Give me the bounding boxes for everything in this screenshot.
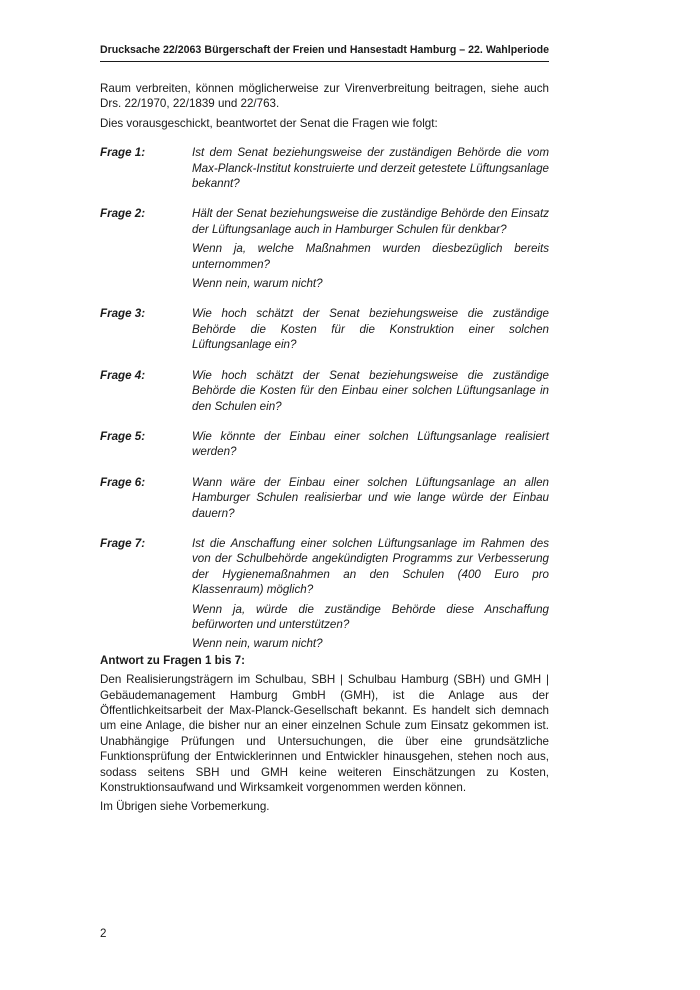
question-list xyxy=(100,145,549,652)
answer-heading: Antwort zu Fragen 1 bis 7: xyxy=(100,653,245,667)
question-text xyxy=(192,145,549,191)
question-item xyxy=(100,536,549,652)
question-label: Frage 2: xyxy=(100,207,146,221)
parliament-title: Bürgerschaft der Freien und Hansestadt Hamburg – 22. Wahlperiode xyxy=(204,44,549,56)
question-paragraph: Hält der Senat beziehungsweise die zuständige Behörde den Einsatz der Lüftungsanlage auch in Hamburger Schulen für denkbar? xyxy=(192,207,549,236)
question-paragraph: Wenn ja, welche Maßnahmen wurden diesbezüglich bereits unternommen? xyxy=(192,242,549,271)
question-paragraph: Wie könnte der Einbau einer solchen Lüftungsanlage realisiert werden? xyxy=(192,429,549,459)
answer-paragraph: Im Übrigen siehe Vorbemerkung. xyxy=(100,800,270,814)
answer-paragraph: Den Realisierungsträgern im Schulbau, SBH | Schulbau Hamburg (SBH) und GMH | Gebäudemanagement Hamburg GmbH (GMH), ist die Anlage aus der Öffentlichkeitsarbeit der Max-Planck-Gesellschaft bekannt. Es handelt sich demnach um eine Anlage, die bisher nur an einer einzelnen Schule zum Einsatz gekommen ist. Unabhängige Prüfungen und Untersuchungen, die über eine grundsätzliche Funktionsprüfung der Entwicklerinnen und Entwickler hinausgehen, stehen noch aus, sodass seitens SBH und GMH keine weiteren Einschätzungen zu Kosten, Konstruktionsaufwand und Wirksamkeit vorgenommen werden können. xyxy=(100,673,549,795)
question-item xyxy=(100,206,549,291)
question-text xyxy=(192,475,549,521)
question-label: Frage 1: xyxy=(100,146,146,160)
question-paragraph: Wann wäre der Einbau einer solchen Lüftungsanlage an allen Hamburger Schulen realisierbar und wie lange würde der Einbau dauern? xyxy=(192,475,549,520)
question-label: Frage 5: xyxy=(100,429,146,443)
question-text xyxy=(192,306,549,352)
question-item xyxy=(100,368,549,414)
question-label: Frage 4: xyxy=(100,368,146,382)
intro-paragraph: Raum verbreiten, können möglicherweise zur Virenverbreitung beitragen, siehe auch Drs. 22/1970, 22/1839 und 22/763. xyxy=(100,82,549,111)
question-item xyxy=(100,145,549,191)
question-paragraph: Wie hoch schätzt der Senat beziehungsweise die zuständige Behörde die Kosten für den Einbau einer solchen Lüftungsanlage in den Schulen ein? xyxy=(192,368,549,413)
intro-paragraph: Dies vorausgeschickt, beantwortet der Senat die Fragen wie folgt: xyxy=(100,116,438,130)
question-paragraph: Wenn nein, warum nicht? xyxy=(192,637,323,651)
page-header xyxy=(100,44,549,62)
question-item xyxy=(100,475,549,521)
question-text xyxy=(192,429,549,460)
document-number: Drucksache 22/2063 xyxy=(100,44,202,56)
page-number: 2 xyxy=(100,927,107,940)
question-paragraph: Wenn nein, warum nicht? xyxy=(192,277,323,291)
question-label: Frage 3: xyxy=(100,307,146,321)
question-label: Frage 6: xyxy=(100,475,146,489)
answer-section xyxy=(100,653,549,815)
question-paragraph: Ist die Anschaffung einer solchen Lüftungsanlage im Rahmen des von der Schulbehörde angekündigten Programms zur Verbesserung der Hygienemaßnahmen an den Schulen (400 Euro pro Klassenraum) möglich? xyxy=(192,536,549,597)
question-text xyxy=(192,536,549,652)
question-paragraph: Wie hoch schätzt der Senat beziehungsweise die zuständige Behörde die Kosten für die Konstruktion einer solchen Lüftungsanlage ein? xyxy=(192,307,549,352)
question-label: Frage 7: xyxy=(100,536,146,550)
question-text xyxy=(192,368,549,414)
question-item xyxy=(100,306,549,352)
page-content xyxy=(100,81,549,819)
question-item xyxy=(100,429,549,460)
question-paragraph: Wenn ja, würde die zuständige Behörde diese Anschaffung befürworten und unterstützen? xyxy=(192,602,549,631)
question-text xyxy=(192,206,549,291)
question-paragraph: Ist dem Senat beziehungsweise der zuständigen Behörde die vom Max-Planck-Institut konstruierte und derzeit getestete Lüftungsanlage bekannt? xyxy=(192,146,549,191)
